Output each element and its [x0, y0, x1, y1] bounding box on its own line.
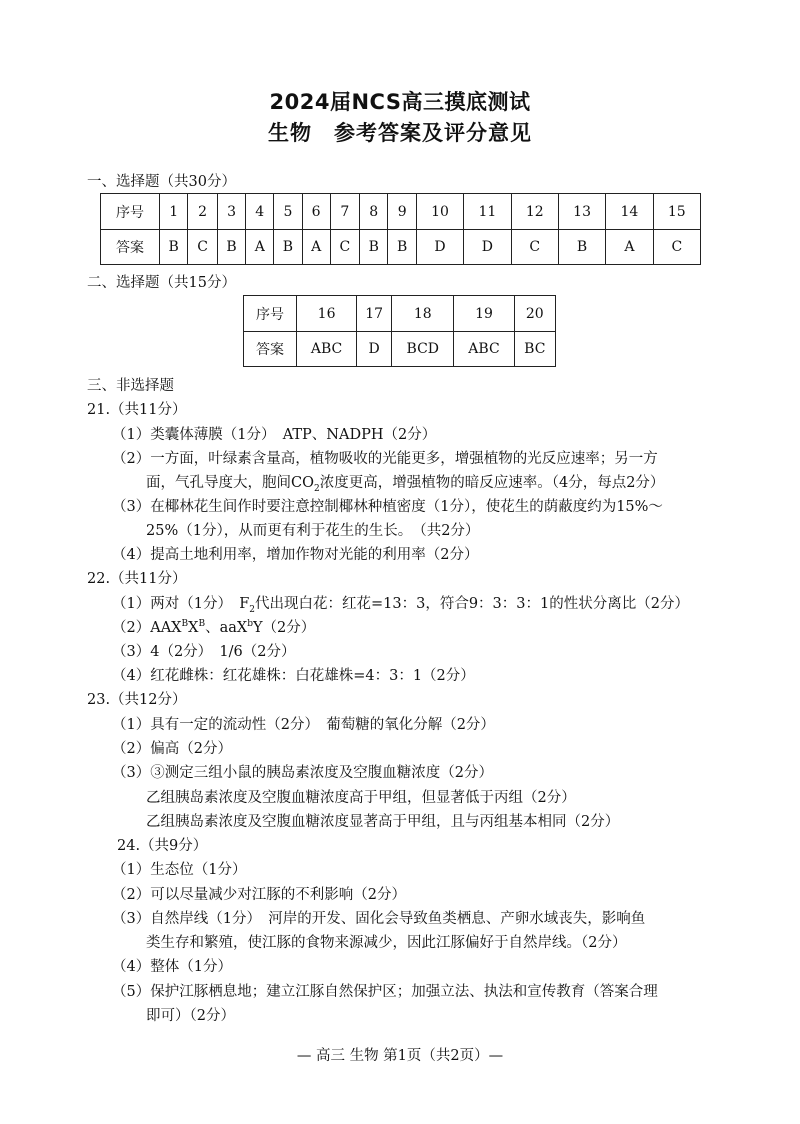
text-span: X [188, 620, 199, 636]
q22-answer-1 [112, 592, 689, 615]
subtitle-label: 参考答案及评分意见 [334, 121, 532, 145]
q21-answer-2-line2 [146, 471, 664, 494]
text-span: Y（2分） [252, 620, 316, 636]
table-row-label: 序号 [101, 194, 160, 230]
table-row-answers [101, 230, 701, 265]
q24-answer-1: （1）生态位（1分） [112, 862, 247, 878]
table-cell: 4 [246, 194, 274, 230]
q23-answer-3-line2: 乙组胰岛素浓度及空腹血糖浓度高于甲组，但显著低于丙组（2分） [146, 790, 576, 806]
table-cell: 3 [217, 194, 245, 230]
table-cell: C [188, 230, 217, 265]
table-cell: 18 [392, 296, 454, 332]
table-cell: A [246, 230, 274, 265]
q24-answer-2: （2）可以尽量减少对江豚的不利影响（2分） [112, 887, 406, 903]
table-row-numbers [101, 194, 701, 230]
table-cell: ABC [454, 332, 514, 367]
section1-heading: 一、选择题（共30分） [87, 174, 236, 190]
text-span: 浓度更高，增强植物的暗反应速率。（4分，每点2分） [319, 475, 665, 491]
q24-answer-5-line1: （5）保护江豚栖息地；建立江豚自然保护区；加强立法、执法和宣传教育（答案合理 [112, 984, 658, 1000]
text-span: 、aaX [205, 620, 248, 636]
q22-answer-3: （3）4（2分） 1/6（2分） [112, 644, 296, 660]
table-cell: 20 [514, 296, 555, 332]
table-cell: 11 [464, 194, 511, 230]
table-cell: 19 [454, 296, 514, 332]
table-cell: B [274, 230, 302, 265]
table-row-label: 序号 [244, 296, 297, 332]
table-row-label: 答案 [101, 230, 160, 265]
section1-answer-table [100, 193, 701, 265]
table-cell: B [388, 230, 416, 265]
table-cell: 1 [160, 194, 188, 230]
q21-heading: 21.（共11分） [87, 402, 187, 418]
table-cell: 15 [653, 194, 700, 230]
table-cell: B [360, 230, 388, 265]
q21-answer-2-line1: （2）一方面，叶绿素含量高，植物吸收的光能更多，增强植物的光反应速率；另一方 [112, 451, 658, 467]
superscript: B [181, 619, 189, 630]
table-cell: 16 [297, 296, 357, 332]
section2-answer-table [243, 295, 556, 367]
table-row-numbers [244, 296, 556, 332]
table-cell: 14 [606, 194, 653, 230]
q21-answer-3-line2: 25%（1分），从而更有利于花生的生长。 （共2分） [146, 523, 480, 539]
table-cell: 10 [416, 194, 463, 230]
superscript: b [247, 619, 253, 630]
text-span: 面，气孔导度大，胞间CO [146, 475, 314, 491]
table-cell: C [330, 230, 359, 265]
table-cell: BCD [392, 332, 454, 367]
q24-answer-5-line2: 即可）（2分） [146, 1008, 235, 1024]
table-cell: B [217, 230, 245, 265]
subject-label: 生物 [268, 121, 312, 145]
table-cell: B [160, 230, 188, 265]
page-footer: — 高三 生物 第1页（共2页）— [296, 1048, 504, 1064]
table-cell: C [653, 230, 700, 265]
q21-answer-3-line1: （3）在椰林花生间作时要注意控制椰林种植密度（1分），使花生的荫蔽度约为15%～ [112, 499, 663, 515]
table-cell: 5 [274, 194, 302, 230]
table-cell: A [606, 230, 653, 265]
table-cell: 13 [558, 194, 605, 230]
q23-answer-3-line3: 乙组胰岛素浓度及空腹血糖浓度显著高于甲组，且与丙组基本相同（2分） [146, 814, 620, 830]
table-cell: D [357, 332, 392, 367]
q22-heading: 22.（共11分） [87, 571, 187, 587]
q24-answer-4: （4）整体（1分） [112, 959, 232, 975]
q21-answer-1: （1）类囊体薄膜（1分） ATP、NADPH（2分） [112, 427, 437, 443]
superscript: B [198, 619, 206, 630]
section3-heading: 三、非选择题 [87, 378, 174, 394]
table-cell: C [511, 230, 558, 265]
subscript: 2 [313, 483, 320, 494]
q23-answer-2: （2）偏高（2分） [112, 741, 232, 757]
q24-answer-3-line1: （3）自然岸线（1分） 河岸的开发、固化会导致鱼类栖息、产卵水域丧失，影响鱼 [112, 911, 646, 927]
table-cell: B [558, 230, 605, 265]
q23-heading: 23.（共12分） [87, 692, 187, 708]
q24-answer-3-line2: 类生存和繁殖，使江豚的食物来源减少，因此江豚偏好于自然岸线。（2分） [146, 935, 627, 951]
q22-answer-4: （4）红花雌株：红花雄株：白花雄株=4：3：1（2分） [112, 668, 475, 684]
page-subtitle [0, 117, 800, 147]
table-cell: 7 [330, 194, 359, 230]
table-cell: 17 [357, 296, 392, 332]
q24-heading: 24.（共9分） [117, 838, 208, 854]
q23-answer-1: （1）具有一定的流动性（2分） 葡萄糖的氧化分解（2分） [112, 717, 495, 733]
table-cell: 12 [511, 194, 558, 230]
q21-answer-4: （4）提高土地利用率，增加作物对光能的利用率（2分） [112, 547, 479, 563]
table-cell: D [416, 230, 463, 265]
table-cell: 8 [360, 194, 388, 230]
table-cell: 2 [188, 194, 217, 230]
table-row-answers [244, 332, 556, 367]
table-cell: D [464, 230, 511, 265]
text-span: （2）AAX [112, 620, 182, 636]
table-cell: A [302, 230, 330, 265]
table-cell: BC [514, 332, 555, 367]
table-cell: ABC [297, 332, 357, 367]
table-row-label: 答案 [244, 332, 297, 367]
subscript: 2 [249, 604, 255, 615]
text-span: （1）两对（1分） F [112, 596, 250, 612]
q23-answer-3-line1: （3）③测定三组小鼠的胰岛素浓度及空腹血糖浓度（2分） [112, 765, 493, 781]
table-cell: 6 [302, 194, 330, 230]
section2-heading: 二、选择题（共15分） [87, 275, 236, 291]
q22-answer-2 [112, 616, 315, 637]
text-span: 代出现白花：红花=13：3，符合9：3：3：1的性状分离比（2分） [255, 596, 689, 612]
page-title: 2024届NCS高三摸底测试 [269, 90, 531, 114]
table-cell: 9 [388, 194, 416, 230]
